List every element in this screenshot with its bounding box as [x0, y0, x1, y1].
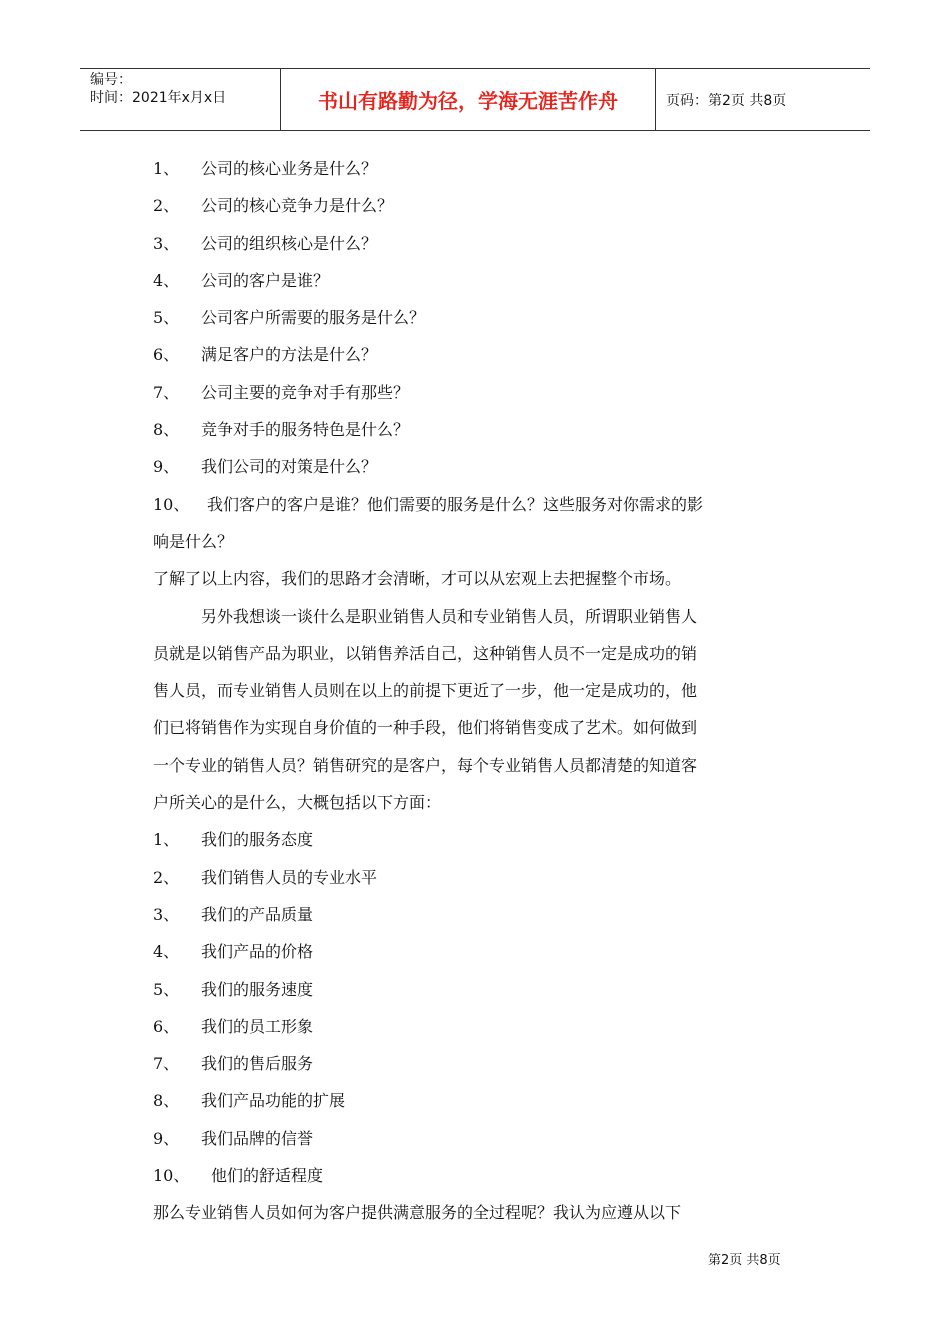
paragraph-closing: 那么专业销售人员如何为客户提供满意服务的全过程呢？我认为应遵从以下: [153, 1203, 682, 1223]
number-label: 编号：: [90, 72, 132, 88]
list-item: 5、 我们的服务速度: [153, 979, 314, 999]
customer-concern-list: [153, 821, 803, 1194]
list-item-10: 10、 他们的舒适程度: [153, 1166, 324, 1186]
list-item: 3、 公司的组织核心是什么？: [153, 233, 378, 253]
list-item-10: 10、 我们客户的客户是谁？他们需要的服务是什么？这些服务对你需求的影: [153, 494, 704, 514]
page-footer: 第2页 共8页: [708, 1253, 781, 1268]
paragraph-summary: 了解了以上内容，我们的思路才会清晰，才可以从宏观上去把握整个市场。: [153, 569, 682, 589]
list-item: 6、 满足客户的方法是什么？: [153, 345, 378, 365]
paragraph-professional-sales: [153, 598, 803, 822]
header-meta: [80, 69, 281, 130]
paragraph-line: 一个专业的销售人员？销售研究的是客户，每个专业销售人员都清楚的知道客: [153, 755, 698, 775]
paragraph-line: 另外我想谈一谈什么是职业销售人员和专业销售人员，所谓职业销售人: [201, 606, 698, 626]
time-label: 时间：2021年x月x日: [90, 90, 227, 106]
list-item: 2、 公司的核心竞争力是什么？: [153, 196, 394, 216]
list-item: 5、 公司客户所需要的服务是什么？: [153, 308, 426, 328]
paragraph-line: 员就是以销售产品为职业，以销售养活自己，这种销售人员不一定是成功的销: [153, 643, 698, 663]
document-body: [153, 150, 803, 1232]
paragraph-line: 售人员，而专业销售人员则在以上的前提下更近了一步，他一定是成功的，他: [153, 681, 698, 701]
list-item-10-continued: 响是什么？: [153, 531, 234, 551]
list-item: 1、 我们的服务态度: [153, 830, 314, 850]
list-item: 7、 公司主要的竞争对手有那些？: [153, 382, 410, 402]
header-page-code: 页码：第2页 共8页: [666, 92, 787, 109]
list-item: 7、 我们的售后服务: [153, 1054, 314, 1074]
page-header: [80, 68, 870, 131]
paragraph-line: 户所关心的是什么，大概包括以下方面：: [153, 793, 442, 813]
list-item: 9、 我们品牌的信誉: [153, 1128, 314, 1148]
header-motto: 书山有路勤为径，学海无涯苦作舟: [281, 69, 656, 130]
paragraph-line: 们已将销售作为实现自身价值的一种手段，他们将销售变成了艺术。如何做到: [153, 718, 698, 738]
question-list: [153, 150, 803, 560]
list-item: 3、 我们的产品质量: [153, 904, 314, 924]
list-item: 4、 我们产品的价格: [153, 942, 314, 962]
list-item: 8、 我们产品功能的扩展: [153, 1091, 346, 1111]
list-item: 9、 我们公司的对策是什么？: [153, 457, 378, 477]
list-item: 6、 我们的员工形象: [153, 1016, 314, 1036]
list-item: 2、 我们销售人员的专业水平: [153, 867, 378, 887]
list-item: 8、 竞争对手的服务特色是什么？: [153, 420, 410, 440]
list-item: 1、 公司的核心业务是什么？: [153, 159, 378, 178]
list-item: 4、 公司的客户是谁？: [153, 270, 330, 290]
